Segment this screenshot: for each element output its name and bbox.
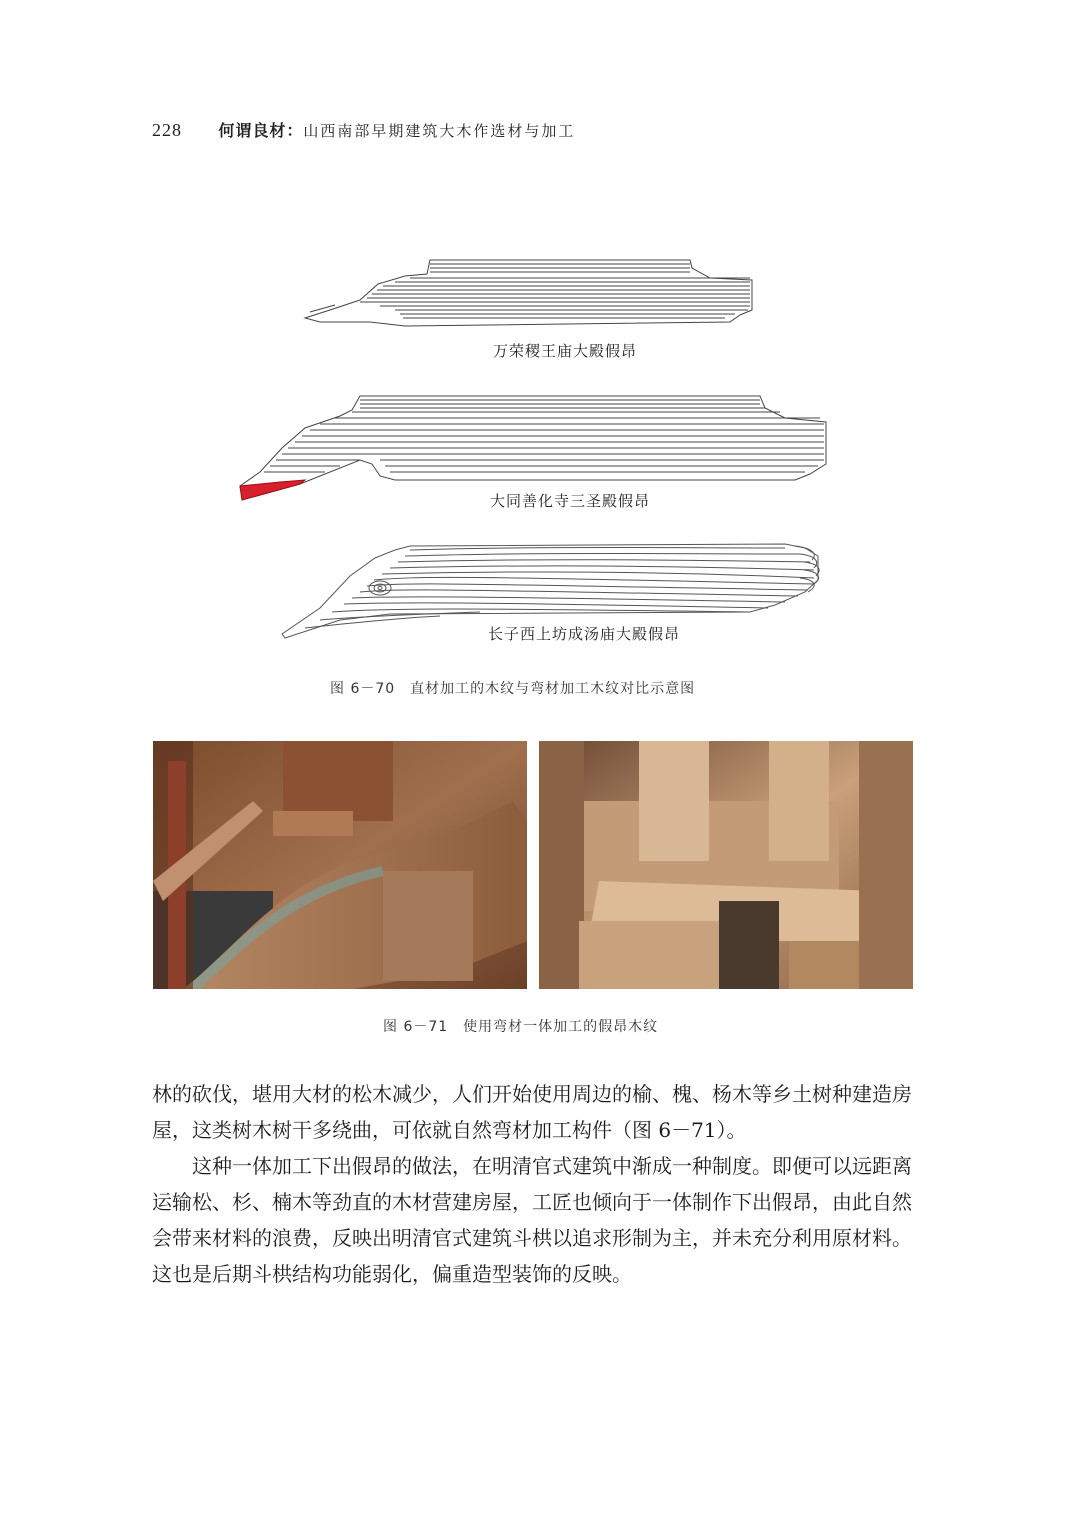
book-subtitle: 山西南部早期建筑大木作选材与加工 (303, 122, 576, 140)
page-number: 228 (152, 120, 182, 140)
figure-6-71-caption: 图 6－71 使用弯材一体加工的假昂木纹 (383, 1019, 659, 1035)
running-header (152, 118, 575, 141)
paragraph-1: 林的砍伐，堪用大材的松木减少，人们开始使用周边的榆、槐、杨木等乡土树种建造房屋，这类树木树干多绕曲，可依就自然弯材加工构件（图 6－71）。 (152, 1082, 912, 1142)
figure-6-70-caption: 图 6－70 直材加工的木纹与弯材加工木纹对比示意图 (330, 681, 696, 697)
photo-left (153, 741, 527, 989)
drawing-label-3: 长子西上坊成汤庙大殿假昂 (488, 625, 681, 643)
figure-6-70-drawings (220, 250, 840, 650)
book-title: 何谓良材： (218, 121, 304, 140)
body-text (152, 1076, 912, 1292)
ang-diagram (220, 250, 840, 650)
photo-right (539, 741, 913, 989)
ang-drawing-datong (240, 396, 826, 500)
drawing-label-2: 大同善化寺三圣殿假昂 (490, 492, 651, 510)
ang-drawing-wanrong (305, 260, 752, 326)
paragraph-2: 这种一体加工下出假昂的做法，在明清官式建筑中渐成一种制度。即便可以远距离运输松、杉、楠木等劲直的木材营建房屋，工匠也倾向于一体制作下出假昂，由此自然会带来材料的浪费，反映出明清官式建筑斗栱以追求形制为主，并未充分利用原材料。这也是后期斗栱结构功能弱化，偏重造型装饰的反映。 (152, 1154, 912, 1286)
drawing-label-1: 万荣稷王庙大殿假昂 (493, 342, 638, 360)
